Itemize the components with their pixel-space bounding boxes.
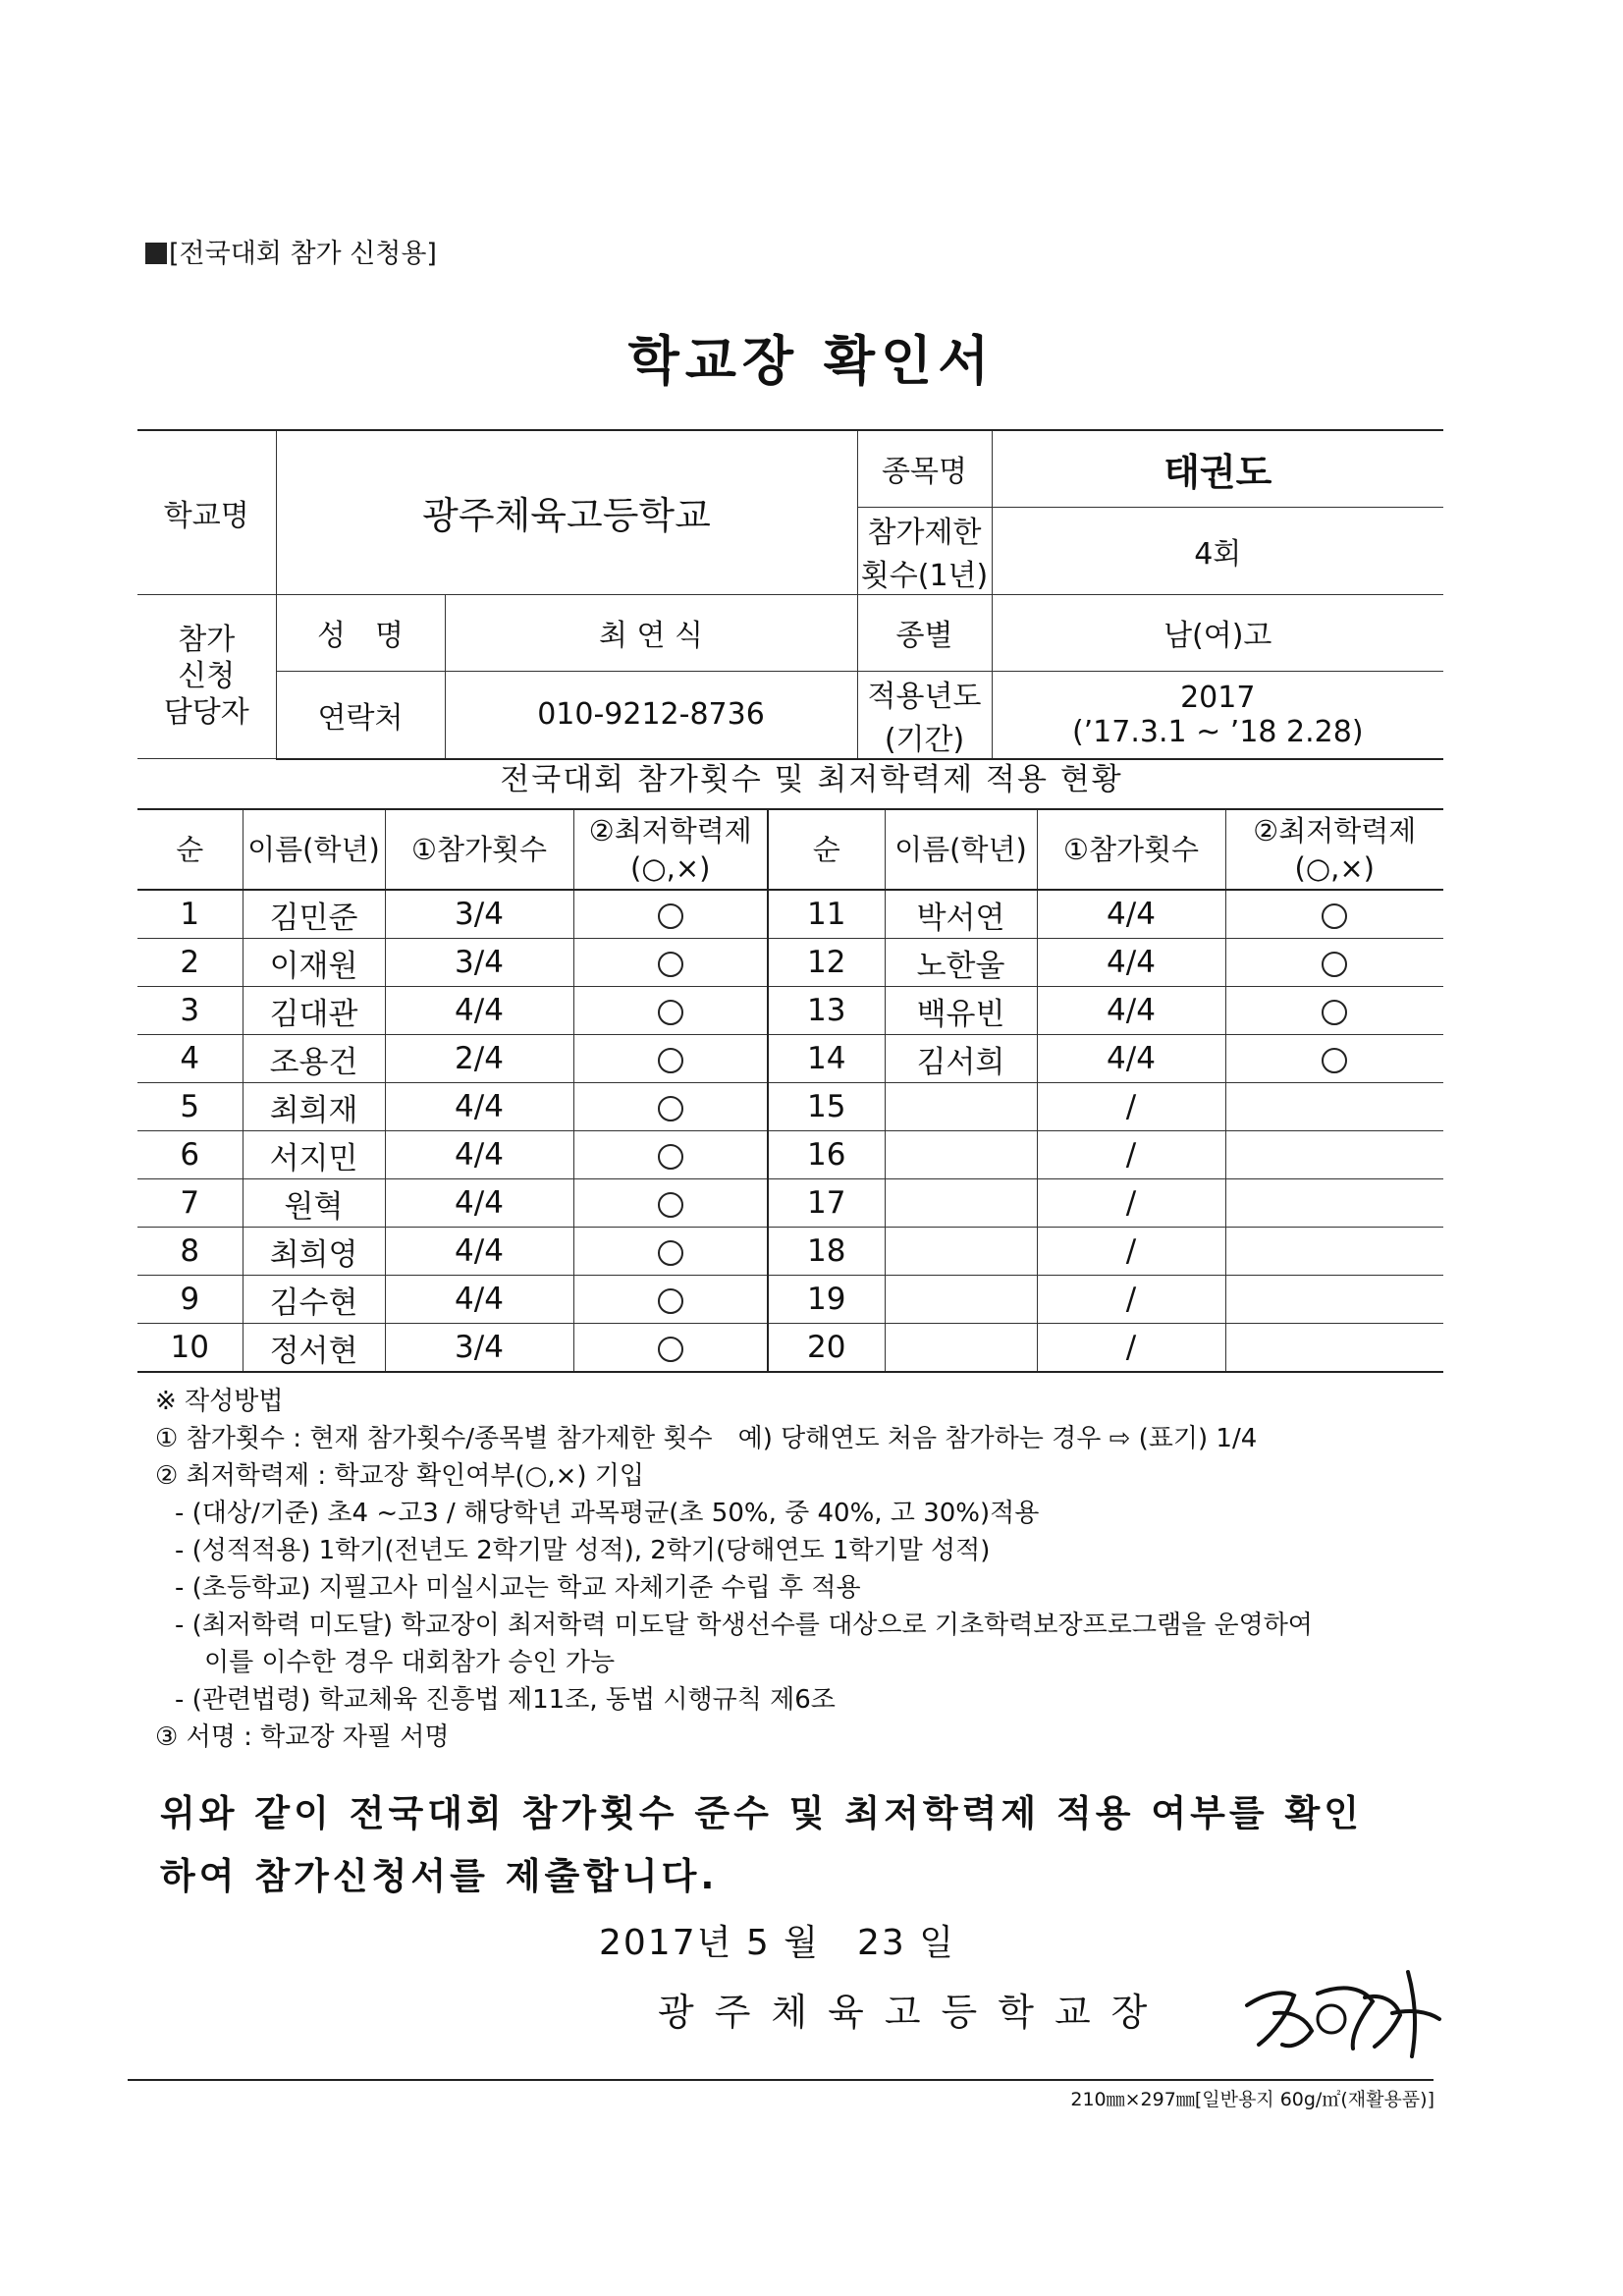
row-no: 3 — [137, 987, 243, 1035]
school-label: 학교명 — [137, 430, 276, 594]
row-no: 18 — [768, 1228, 885, 1276]
principal-title: 광주체육고등학교장 — [658, 1991, 1168, 2034]
table-row — [137, 1179, 1443, 1228]
table-row — [137, 939, 1443, 987]
row-no: 10 — [137, 1324, 243, 1373]
form-tag — [145, 232, 437, 270]
instructions — [155, 1383, 1313, 1756]
note-2c: - (초등학교) 지필고사 미실시교는 학교 자체기준 수립 후 적용 — [175, 1573, 861, 1603]
row-count: / — [1037, 1083, 1225, 1131]
table-row — [137, 1035, 1443, 1083]
row-mark — [573, 1324, 768, 1373]
circle-mark-icon — [658, 1192, 683, 1218]
table-row — [137, 1083, 1443, 1131]
row-count: 4/4 — [1037, 1035, 1225, 1083]
note-2: ② 최저학력제 : 학교장 확인여부(○,×) 기입 — [155, 1461, 645, 1491]
note-3: ③ 서명 : 학교장 자필 서명 — [155, 1722, 450, 1752]
row-count: 4/4 — [385, 1276, 573, 1324]
row-no: 12 — [768, 939, 885, 987]
row-name: 원혁 — [243, 1179, 385, 1228]
row-count: / — [1037, 1131, 1225, 1179]
row-no: 9 — [137, 1276, 243, 1324]
name-label: 성 명 — [276, 594, 445, 671]
row-name: 백유빈 — [885, 987, 1037, 1035]
row-no: 2 — [137, 939, 243, 987]
row-no: 16 — [768, 1131, 885, 1179]
note-2b: - (성적적용) 1학기(전년도 2학기말 성적), 2학기(당해연도 1학기말 성적) — [175, 1536, 991, 1565]
row-name: 노한울 — [885, 939, 1037, 987]
confirmation-text — [160, 1782, 1363, 1908]
circle-mark-icon — [658, 1048, 683, 1073]
row-name: 최희영 — [243, 1228, 385, 1276]
row-mark — [573, 890, 768, 939]
form-tag-text: [전국대회 참가 신청용] — [169, 239, 437, 269]
header-count-right: ①참가횟수 — [1037, 809, 1225, 890]
row-count: 4/4 — [385, 1179, 573, 1228]
row-name: 정서현 — [243, 1324, 385, 1373]
row-name: 김수현 — [243, 1276, 385, 1324]
row-name — [885, 1276, 1037, 1324]
limit-value: 4회 — [992, 507, 1443, 594]
row-mark — [573, 939, 768, 987]
row-name — [885, 1228, 1037, 1276]
row-name: 김민준 — [243, 890, 385, 939]
header-count-left: ①참가횟수 — [385, 809, 573, 890]
footer-rule — [128, 2079, 1434, 2081]
row-mark — [1225, 1035, 1443, 1083]
row-no: 8 — [137, 1228, 243, 1276]
row-mark — [573, 1276, 768, 1324]
note-1: ① 참가횟수 : 현재 참가횟수/종목별 참가제한 횟수 예) 당해연도 처음 참가하는 경우 ⇨ (표기) 1/4 — [155, 1424, 1258, 1453]
row-count: 4/4 — [1037, 890, 1225, 939]
row-no: 15 — [768, 1083, 885, 1131]
row-mark — [1225, 1083, 1443, 1131]
header-min-right — [1225, 809, 1443, 890]
row-mark — [573, 1035, 768, 1083]
confirmation-line2: 하여 참가신청서를 제출합니다. — [160, 1855, 719, 1897]
status-title: 전국대회 참가횟수 및 최저학력제 적용 현황 — [500, 762, 1123, 797]
table-row — [137, 1276, 1443, 1324]
row-count: 3/4 — [385, 1324, 573, 1373]
note-2a: - (대상/기준) 초4 ~고3 / 해당학년 과목평균(초 50%, 중 40%, 고 30%)적용 — [175, 1499, 1040, 1528]
table-row — [137, 890, 1443, 939]
row-mark — [573, 1131, 768, 1179]
table-row — [137, 987, 1443, 1035]
row-no: 14 — [768, 1035, 885, 1083]
row-no: 5 — [137, 1083, 243, 1131]
table-row — [137, 1228, 1443, 1276]
row-mark — [1225, 890, 1443, 939]
row-count: 4/4 — [1037, 939, 1225, 987]
row-name: 서지민 — [243, 1131, 385, 1179]
row-count: 3/4 — [385, 890, 573, 939]
row-name — [885, 1131, 1037, 1179]
event-label: 종목명 — [857, 430, 992, 507]
page-title: 학교장 확인서 — [627, 330, 996, 392]
row-count: / — [1037, 1276, 1225, 1324]
header-min-left — [573, 809, 768, 890]
header-name-right: 이름(학년) — [885, 809, 1037, 890]
gender-label: 종별 — [857, 594, 992, 671]
circle-mark-icon — [658, 1144, 683, 1170]
row-name: 최희재 — [243, 1083, 385, 1131]
year-label-line1: 적용년도 — [867, 679, 982, 714]
circle-mark-icon — [1322, 1048, 1347, 1073]
circle-mark-icon — [1322, 1000, 1347, 1025]
header-no-right: 순 — [768, 809, 885, 890]
row-name — [885, 1179, 1037, 1228]
row-mark — [573, 1083, 768, 1131]
confirmation-line1: 위와 같이 전국대회 참가횟수 준수 및 최저학력제 적용 여부를 확인 — [160, 1792, 1363, 1834]
signature-icon — [1235, 1954, 1451, 2062]
circle-mark-icon — [658, 1240, 683, 1266]
note-2d: - (최저학력 미도달) 학교장이 최저학력 미도달 학생선수를 대상으로 기초학력보장프로그램을 운영하여 — [175, 1611, 1313, 1640]
row-mark — [1225, 1324, 1443, 1373]
circle-mark-icon — [658, 952, 683, 977]
row-name: 이재원 — [243, 939, 385, 987]
notes-heading: ※ 작성방법 — [155, 1387, 284, 1416]
row-count: 4/4 — [385, 1131, 573, 1179]
phone-value: 010-9212-8736 — [445, 671, 857, 759]
circle-mark-icon — [1322, 903, 1347, 929]
row-no: 6 — [137, 1131, 243, 1179]
limit-label-line2: 횟수(1년) — [860, 558, 989, 593]
row-mark — [1225, 1276, 1443, 1324]
circle-mark-icon — [658, 903, 683, 929]
year-label-line2: (기간) — [884, 722, 965, 757]
row-count: 4/4 — [385, 987, 573, 1035]
row-mark — [573, 987, 768, 1035]
limit-label — [857, 507, 992, 594]
row-no: 17 — [768, 1179, 885, 1228]
signing-date: 2017년 5 월 23 일 — [599, 1923, 955, 1963]
header-no-left: 순 — [137, 809, 243, 890]
participant-table — [137, 808, 1443, 1373]
contact-label — [137, 594, 276, 759]
period-value: (’17.3.1 ~ ’18 2.28) — [1071, 714, 1364, 749]
year-label — [857, 671, 992, 759]
school-name: 광주체육고등학교 — [276, 430, 857, 594]
row-count: / — [1037, 1324, 1225, 1373]
row-no: 1 — [137, 890, 243, 939]
row-count: 4/4 — [385, 1228, 573, 1276]
header-name-left: 이름(학년) — [243, 809, 385, 890]
contact-label-line2: 신청 — [178, 659, 236, 694]
info-table — [137, 429, 1443, 760]
row-count: 2/4 — [385, 1035, 573, 1083]
table-row — [137, 1131, 1443, 1179]
row-name — [885, 1324, 1037, 1373]
note-2d-cont: 이를 이수한 경우 대회참가 승인 가능 — [204, 1648, 616, 1677]
row-name: 김대관 — [243, 987, 385, 1035]
event-name: 태권도 — [992, 430, 1443, 507]
row-name: 김서희 — [885, 1035, 1037, 1083]
row-name — [885, 1083, 1037, 1131]
row-name: 박서연 — [885, 890, 1037, 939]
header-min-line1: ②최저학력제 — [588, 814, 752, 847]
note-2e: - (관련법령) 학교체육 진흥법 제11조, 동법 시행규칙 제6조 — [175, 1685, 836, 1715]
year-value-cell — [992, 671, 1443, 759]
contact-label-line1: 참가 — [178, 623, 236, 658]
row-name: 조용건 — [243, 1035, 385, 1083]
row-no: 13 — [768, 987, 885, 1035]
header-min-line2: (○,×) — [1294, 851, 1375, 885]
row-no: 4 — [137, 1035, 243, 1083]
row-count: / — [1037, 1179, 1225, 1228]
row-no: 20 — [768, 1324, 885, 1373]
phone-label: 연락처 — [276, 671, 445, 759]
row-mark — [1225, 987, 1443, 1035]
row-mark — [1225, 1131, 1443, 1179]
limit-label-line1: 참가제한 — [867, 515, 982, 550]
name-value: 최 연 식 — [445, 594, 857, 671]
header-min-line2: (○,×) — [630, 851, 711, 885]
row-no: 19 — [768, 1276, 885, 1324]
circle-mark-icon — [658, 1288, 683, 1314]
row-mark — [573, 1228, 768, 1276]
paper-spec: 210㎜×297㎜[일반용지 60g/㎡(재활용품)] — [1070, 2089, 1434, 2110]
header-min-line1: ②최저학력제 — [1253, 814, 1417, 847]
row-count: 4/4 — [1037, 987, 1225, 1035]
row-mark — [1225, 1228, 1443, 1276]
row-mark — [1225, 1179, 1443, 1228]
year-value: 2017 — [1180, 680, 1256, 715]
row-count: / — [1037, 1228, 1225, 1276]
circle-mark-icon — [658, 1000, 683, 1025]
circle-mark-icon — [1322, 952, 1347, 977]
row-count: 4/4 — [385, 1083, 573, 1131]
row-mark — [1225, 939, 1443, 987]
circle-mark-icon — [658, 1337, 683, 1362]
gender-value: 남(여)고 — [992, 594, 1443, 671]
row-mark — [573, 1179, 768, 1228]
table-row — [137, 1324, 1443, 1373]
row-count: 3/4 — [385, 939, 573, 987]
row-no: 11 — [768, 890, 885, 939]
circle-mark-icon — [658, 1096, 683, 1121]
row-no: 7 — [137, 1179, 243, 1228]
contact-label-line3: 담당자 — [163, 695, 249, 731]
square-bullet-icon — [145, 243, 167, 264]
